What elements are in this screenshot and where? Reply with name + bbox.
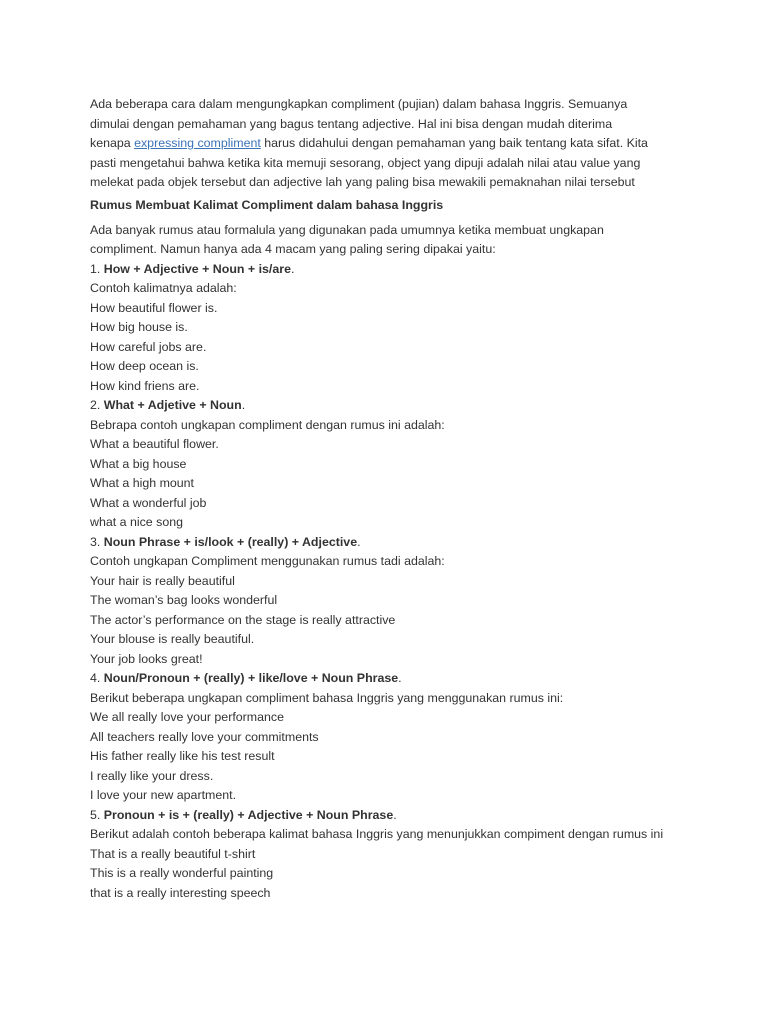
formula-dot: . (241, 398, 246, 412)
paragraph-line: melekat pada objek tersebut dan adjective lah yang paling bisa mewakili pemaknahan nilai tersebut (90, 175, 635, 189)
example-line: That is a really beautiful t-shirt (90, 846, 256, 861)
example-line: What a wonderful job (90, 495, 207, 510)
formula-title (90, 669, 690, 689)
formula-number: 5. (90, 807, 104, 822)
formula-number: 1. (90, 261, 104, 276)
example-line: Your hair is really beautiful (90, 573, 235, 588)
article-body (90, 95, 690, 903)
example-line: What a high mount (90, 476, 195, 490)
formula-text: What + Adjetive + Noun (103, 398, 242, 412)
formula-text: Noun Phrase + is/look + (really) + Adjective (103, 534, 358, 549)
example-line: What a big house (90, 456, 187, 471)
formula-dot: . (357, 534, 361, 549)
expressing-compliment-link[interactable]: expressing compliment (134, 136, 261, 150)
example-line: How kind friens are. (90, 378, 200, 393)
paragraph-text: harus didahului dengan pemahaman yang baik tentang kata sifat. Kita (260, 136, 648, 150)
formula-title (90, 806, 690, 826)
formula-text: Noun/Pronoun + (really) + like/love + Noun Phrase (103, 671, 399, 685)
example-line: His father really like his test result (90, 749, 275, 763)
paragraph-line: Ada banyak rumus atau formalula yang digunakan pada umumnya ketika membuat ungkapan (90, 222, 604, 237)
paragraph-text: kenapa (90, 136, 135, 150)
formula-title (90, 260, 690, 280)
formula-section-3 (90, 533, 690, 670)
example-line: How beautiful flower is. (90, 300, 218, 315)
example-line: We all really love your performance (90, 710, 284, 724)
paragraph-line: Ada beberapa cara dalam mengungkapkan compliment (pujian) dalam bahasa Inggris. Semuanya (90, 97, 628, 111)
paragraph-line: compliment. Namun hanya ada 4 macam yang paling sering dipakai yaitu: (90, 242, 496, 256)
example-line: The actor’s performance on the stage is really attractive (90, 612, 396, 627)
paragraph-line: dimulai dengan pemahaman yang bagus tentang adjective. Hal ini bisa dengan mudah diterima (90, 116, 613, 131)
example-line: This is a really wonderful painting (90, 866, 274, 880)
formula-text: Pronoun + is + (really) + Adjective + Noun Phrase (103, 807, 394, 822)
section-heading: Rumus Membuat Kalimat Compliment dalam bahasa Inggris (90, 197, 444, 212)
formula-section-2 (90, 396, 690, 533)
example-line: The woman’s bag looks wonderful (90, 593, 278, 607)
formula-section-1 (90, 260, 690, 397)
formula-text: How + Adjective + Noun + is/are (103, 261, 291, 276)
formula-lead: Contoh kalimatnya adalah: (90, 281, 237, 295)
example-line: All teachers really love your commitments (90, 729, 319, 744)
formula-section-4 (90, 669, 690, 806)
formula-dot: . (290, 261, 295, 276)
formula-number: 2. (90, 398, 104, 412)
formula-lead: Berikut beberapa ungkapan compliment bahasa Inggris yang menggunakan rumus ini: (90, 690, 564, 705)
example-line: What a beautiful flower. (90, 437, 219, 451)
example-line: Your blouse is really beautiful. (90, 632, 255, 646)
formula-dot: . (393, 807, 397, 822)
example-line: Your job looks great! (90, 651, 203, 666)
paragraph-line: pasti mengetahui bahwa ketika kita memuji sesorang, object yang dipuji adalah nilai atau value yang (90, 155, 641, 170)
example-line: I really like your dress. (90, 768, 214, 783)
example-line: How big house is. (90, 320, 188, 334)
formula-lead: Contoh ungkapan Compliment menggunakan rumus tadi adalah: (90, 554, 445, 568)
paragraph-line (90, 134, 690, 154)
example-line: How careful jobs are. (90, 339, 207, 354)
formula-number: 3. (90, 534, 104, 549)
section-intro (90, 221, 690, 260)
formula-section-5 (90, 806, 690, 904)
formula-lead: Berikut adalah contoh beberapa kalimat bahasa Inggris yang menunjukkan compiment dengan rumus ini (90, 827, 664, 841)
example-line: I love your new apartment. (90, 788, 237, 802)
formula-number: 4. (90, 671, 104, 685)
example-line: what a nice song (90, 515, 183, 529)
formula-title (90, 533, 690, 553)
formula-dot: . (398, 671, 402, 685)
example-line: that is a really interesting speech (90, 885, 271, 900)
formula-lead: Bebrapa contoh ungkapan compliment dengan rumus ini adalah: (90, 417, 445, 432)
intro-paragraph (90, 95, 690, 193)
example-line: How deep ocean is. (90, 359, 199, 373)
formula-title (90, 396, 690, 416)
